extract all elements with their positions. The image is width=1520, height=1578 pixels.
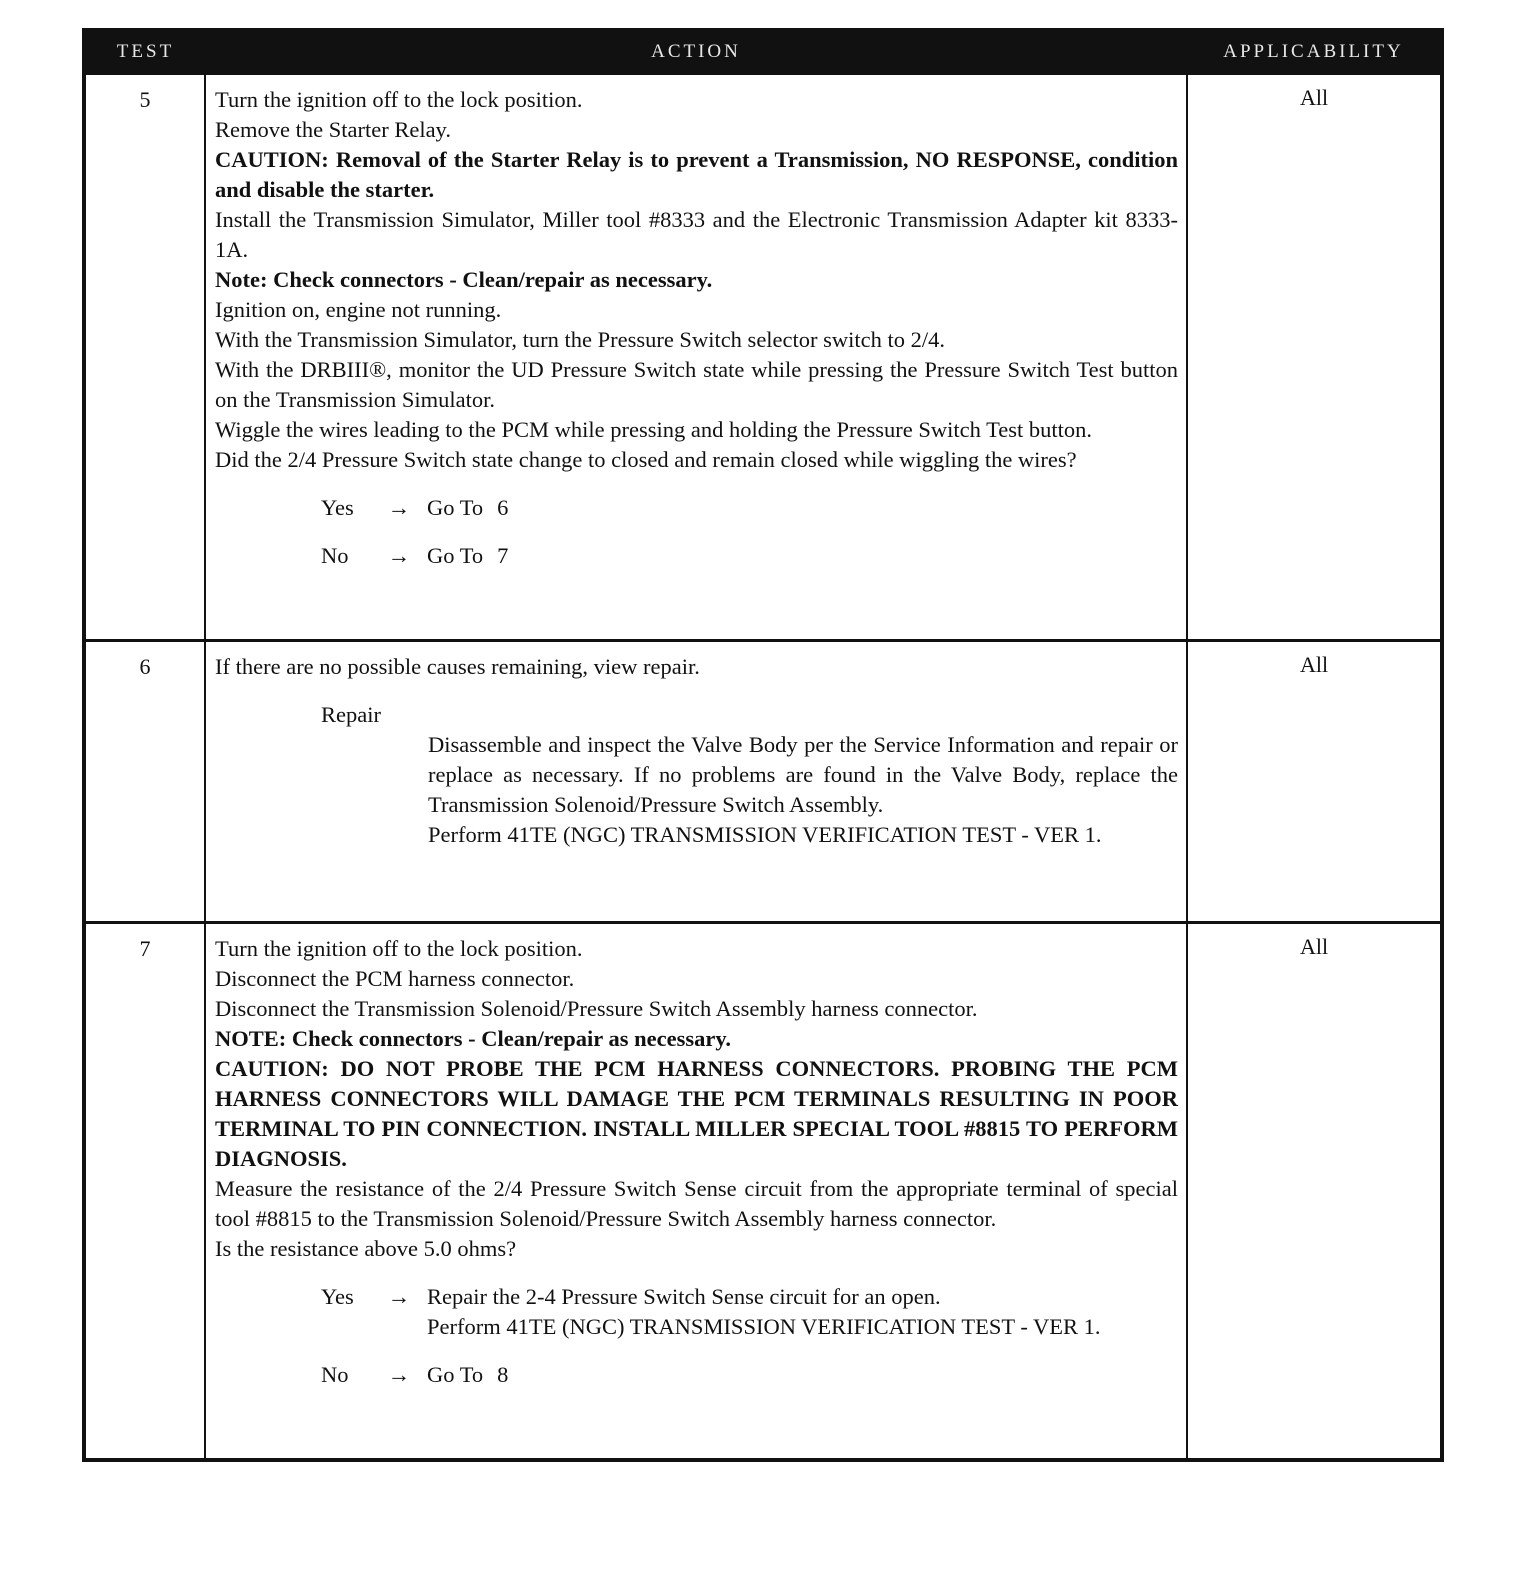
goto-label: Go To xyxy=(427,1362,484,1387)
no-branch xyxy=(215,541,1178,571)
caution-note: CAUTION: Removal of the Starter Relay is to prevent a Transmission, NO RESPONSE, condition and disable the starter. xyxy=(215,147,1178,202)
step-line: Wiggle the wires leading to the PCM while pressing and holding the Pressure Switch Test button. xyxy=(215,417,1092,442)
table-row xyxy=(84,74,1442,641)
yes-branch xyxy=(215,493,1178,523)
step-line: Measure the resistance of the 2/4 Pressure Switch Sense circuit from the appropriate terminal of special tool #8815 to the Transmission Solenoid/Pressure Switch Assembly harness connector. xyxy=(215,1176,1178,1231)
yes-label: Yes xyxy=(321,495,354,520)
header-row xyxy=(84,30,1442,74)
connector-note: Note: Check connectors - Clean/repair as necessary. xyxy=(215,267,713,292)
step-line: Ignition on, engine not running. xyxy=(215,297,502,322)
action-cell xyxy=(205,74,1187,641)
verification-instruction: Perform 41TE (NGC) TRANSMISSION VERIFICATION TEST - VER 1. xyxy=(428,822,1102,847)
applicability-cell: All xyxy=(1187,74,1442,641)
header-action: ACTION xyxy=(205,30,1187,74)
step-line: Disconnect the Transmission Solenoid/Pressure Switch Assembly harness connector. xyxy=(215,996,978,1021)
question-line: Is the resistance above 5.0 ohms? xyxy=(215,1236,517,1261)
step-line: Disconnect the PCM harness connector. xyxy=(215,966,575,991)
yes-branch xyxy=(215,1282,1178,1342)
diagnostic-table xyxy=(82,28,1444,1462)
verification-instruction: Perform 41TE (NGC) TRANSMISSION VERIFICATION TEST - VER 1. xyxy=(427,1314,1101,1339)
no-label: No xyxy=(321,1362,349,1387)
connector-note: NOTE: Check connectors - Clean/repair as necessary. xyxy=(215,1026,731,1051)
arrow-icon: → xyxy=(387,543,411,568)
repair-instruction: Disassemble and inspect the Valve Body per the Service Information and repair or replace as necessary. If no problems are found in the Valve Body, replace the Transmission Solenoid/Pressure Switch Assembly. xyxy=(428,732,1178,817)
repair-label: Repair xyxy=(321,702,381,727)
test-number: 5 xyxy=(84,74,205,641)
action-cell xyxy=(205,641,1187,923)
step-line: With the Transmission Simulator, turn the Pressure Switch selector switch to 2/4. xyxy=(215,327,946,352)
arrow-icon: → xyxy=(387,1362,411,1387)
step-line: Turn the ignition off to the lock position. xyxy=(215,936,583,961)
table-row xyxy=(84,923,1442,1460)
step-line: With the DRBIII®, monitor the UD Pressure Switch state while pressing the Pressure Switch Test button on the Transmission Simulator. xyxy=(215,357,1178,412)
no-label: No xyxy=(321,543,349,568)
step-line: Install the Transmission Simulator, Miller tool #8333 and the Electronic Transmission Adapter kit 8333-1A. xyxy=(215,207,1178,262)
test-number: 7 xyxy=(84,923,205,1460)
goto-step: 6 xyxy=(497,495,509,520)
goto-label: Go To xyxy=(427,543,484,568)
applicability-cell: All xyxy=(1187,641,1442,923)
step-line: Turn the ignition off to the lock position. xyxy=(215,87,583,112)
step-line: If there are no possible causes remaining, view repair. xyxy=(215,654,700,679)
table-row xyxy=(84,641,1442,923)
goto-label: Go To xyxy=(427,495,484,520)
table-header xyxy=(84,30,1442,74)
header-test: TEST xyxy=(84,30,205,74)
applicability-cell: All xyxy=(1187,923,1442,1460)
header-applicability: APPLICABILITY xyxy=(1187,30,1442,74)
action-cell xyxy=(205,923,1187,1460)
repair-instruction: Repair the 2-4 Pressure Switch Sense circuit for an open. xyxy=(427,1284,941,1309)
goto-step: 7 xyxy=(497,543,509,568)
no-branch xyxy=(215,1360,1178,1390)
yes-label: Yes xyxy=(321,1284,354,1309)
test-number: 6 xyxy=(84,641,205,923)
caution-note: CAUTION: DO NOT PROBE THE PCM HARNESS CONNECTORS. PROBING THE PCM HARNESS CONNECTORS WILL DAMAGE THE PCM TERMINALS RESULTING IN POOR TERMINAL TO PIN CONNECTION. INSTALL MILLER SPECIAL TOOL #8815 TO PERFORM DIAGNOSIS. xyxy=(215,1056,1178,1171)
arrow-icon: → xyxy=(387,1284,411,1309)
question-line: Did the 2/4 Pressure Switch state change to closed and remain closed while wiggling the wires? xyxy=(215,447,1077,472)
goto-step: 8 xyxy=(497,1362,509,1387)
step-line: Remove the Starter Relay. xyxy=(215,117,451,142)
arrow-icon: → xyxy=(387,495,411,520)
